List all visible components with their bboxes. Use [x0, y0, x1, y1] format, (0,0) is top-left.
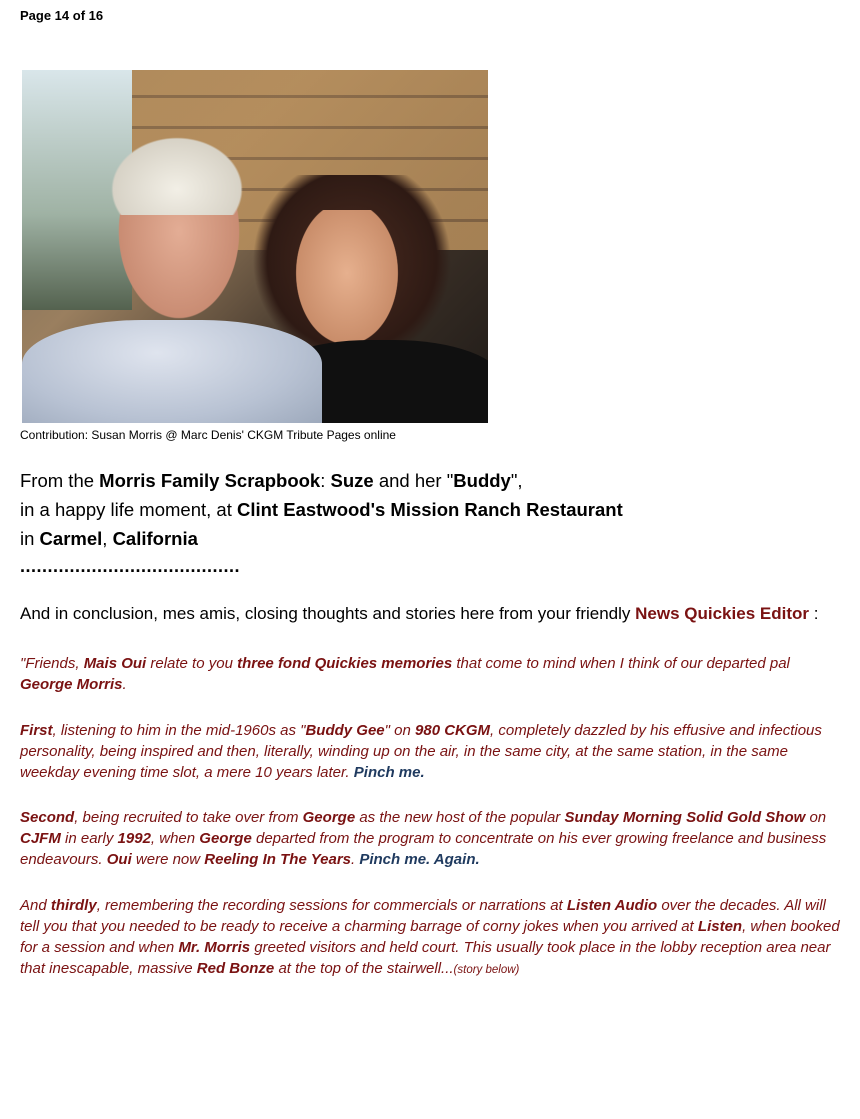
- text: :: [320, 470, 331, 491]
- city-name: Carmel: [39, 528, 103, 549]
- emphasis: George Morris: [20, 676, 123, 693]
- paragraph-first: [20, 720, 840, 783]
- text: ,: [102, 528, 113, 549]
- story-below-note: (story below): [453, 964, 520, 976]
- text: , completely dazzled by his effusive and infectious personality, being inspired and then, literally, winding up on the air, in the same city, at the same station, in the same weekday evening time slot, a mere 10 years later.: [20, 722, 822, 781]
- emphasis: Sunday Morning Solid Gold Show: [564, 809, 806, 826]
- text: .: [122, 676, 127, 693]
- name-suze: Suze: [330, 470, 374, 491]
- text: And: [20, 897, 51, 914]
- conclusion-line: [20, 604, 818, 624]
- text: .: [351, 851, 360, 868]
- dotted-divider: ........................................: [20, 556, 241, 576]
- woman-face: [292, 210, 402, 350]
- text: relate to you: [146, 655, 238, 672]
- emphasis: Second: [20, 809, 75, 826]
- editor-title: News Quickies Editor: [635, 604, 809, 623]
- text: ",: [510, 470, 523, 491]
- pinch-me: Pinch me.: [353, 764, 425, 781]
- text: that come to mind when I think of our departed pal: [452, 655, 790, 672]
- emphasis: George: [199, 830, 252, 847]
- paragraph-thirdly: [20, 895, 840, 981]
- intro-text: [20, 466, 623, 553]
- name-buddy: Buddy: [453, 470, 511, 491]
- pinch-me-again: Pinch me. Again.: [359, 851, 480, 868]
- emphasis: three fond Quickies memories: [237, 655, 453, 672]
- emphasis: Oui: [106, 851, 132, 868]
- emphasis: Red Bonze: [196, 960, 275, 977]
- photo-caption: Contribution: Susan Morris @ Marc Denis' CKGM Tribute Pages online: [20, 428, 396, 442]
- emphasis: 1992: [117, 830, 151, 847]
- text: on: [805, 809, 827, 826]
- emphasis: thirdly: [50, 897, 97, 914]
- text: " on: [384, 722, 416, 739]
- intro-line-3: [20, 524, 623, 553]
- text: in a happy life moment, at: [20, 499, 237, 520]
- state-name: California: [112, 528, 198, 549]
- text: departed from the program to concentrate on his ever growing freelance and business endeavours.: [20, 830, 827, 868]
- man-shirt: [22, 320, 322, 423]
- emphasis: Buddy Gee: [305, 722, 385, 739]
- restaurant-name: Clint Eastwood's Mission Ranch Restaurant: [236, 499, 623, 520]
- intro-line-1: [20, 466, 623, 495]
- paragraph-friends: [20, 653, 840, 695]
- emphasis: 980 CKGM: [415, 722, 491, 739]
- emphasis: Listen Audio: [566, 897, 658, 914]
- text: , remembering the recording sessions for commercials or narrations at: [96, 897, 567, 914]
- text: And in conclusion, mes amis, closing thoughts and stories here from your friendly: [20, 604, 636, 623]
- text: From the: [20, 470, 100, 491]
- text: over the decades. All will tell you that you needed to be ready to receive a charming barrage of corny jokes when you arrived at: [20, 897, 826, 935]
- text: , listening to him in the mid-1960s as ": [52, 722, 306, 739]
- emphasis: Mais Oui: [83, 655, 147, 672]
- intro-line-2: [20, 495, 623, 524]
- text: in early: [60, 830, 118, 847]
- text: greeted visitors and held court. This usually took place in the lobby reception area near that inescapable, massive: [20, 939, 831, 977]
- text: in: [20, 528, 40, 549]
- text: were now: [131, 851, 205, 868]
- text: and her ": [373, 470, 454, 491]
- text: "Friends,: [20, 655, 84, 672]
- emphasis: First: [20, 722, 53, 739]
- emphasis: George: [302, 809, 356, 826]
- page-number: Page 14 of 16: [20, 8, 104, 23]
- text: , when booked for a session and when: [20, 918, 840, 956]
- text: , being recruited to take over from: [74, 809, 303, 826]
- text: , when: [150, 830, 200, 847]
- text: at the top of the stairwell...: [274, 960, 454, 977]
- man-hair: [102, 130, 252, 215]
- paragraph-second: [20, 807, 840, 870]
- emphasis: Reeling In The Years: [204, 851, 351, 868]
- couple-photo: [22, 70, 488, 423]
- text: as the new host of the popular: [355, 809, 565, 826]
- emphasis: Mr. Morris: [178, 939, 251, 956]
- emphasis: Listen: [697, 918, 743, 935]
- emphasis: CJFM: [20, 830, 61, 847]
- text: :: [808, 604, 819, 623]
- scrapbook-name: Morris Family Scrapbook: [99, 470, 321, 491]
